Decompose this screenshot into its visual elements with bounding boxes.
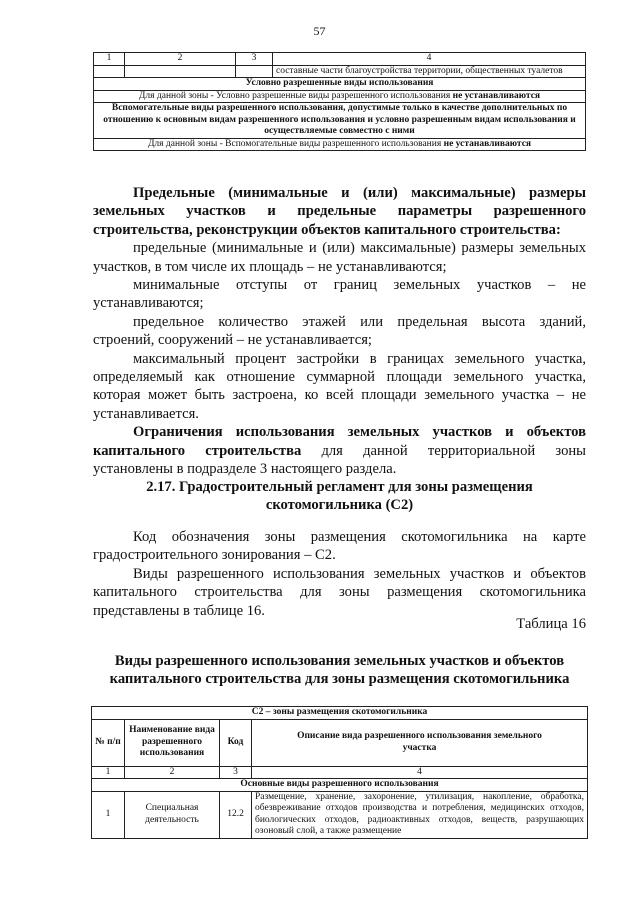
- table-row: [94, 90, 586, 103]
- section-para-1: Код обозначения зоны размещения скотомогильника на карте градостроительного зонирования – С2.: [93, 529, 586, 564]
- top-table: [93, 52, 586, 151]
- continuation-text: составные части благоустройства территории, общественных туалетов: [273, 65, 586, 78]
- table-row: [92, 766, 588, 779]
- table-row: [92, 791, 588, 838]
- section-title: 2.17. Градостроительный регламент для зоны размещения скотомогильника (С2): [146, 479, 533, 514]
- header-code: Код: [220, 719, 252, 766]
- header-desc: Описание вида разрешенного использования земельного участка: [252, 719, 588, 766]
- table-row: [94, 53, 586, 66]
- col-number-3: 3: [220, 766, 252, 779]
- table-row: [94, 103, 586, 139]
- auxiliary-note: Для данной зоны - Вспомогательные виды разрешенного использования не устанавливаются: [94, 138, 586, 151]
- section-para-2: Виды разрешенного использования земельных участков и объектов капитального строительства для зоны размещения скотомогильника представлены в таблице 16.: [93, 565, 586, 619]
- page-number: 57: [313, 24, 326, 38]
- col-number-3: 3: [236, 53, 273, 66]
- header-num: № п/п: [92, 719, 125, 766]
- conditional-note: Для данной зоны - Условно разрешенные виды разрешенного использования не устанавливаются: [94, 90, 586, 103]
- zone-table: [91, 706, 588, 839]
- col-number-4: 4: [273, 53, 586, 66]
- table-header-row: [92, 719, 588, 766]
- zone-header: С2 – зоны размещения скотомогильника: [92, 707, 588, 720]
- table-row: [94, 78, 586, 91]
- header-name: Наименование вида разрешенного использования: [125, 719, 220, 766]
- limits-item-1: предельные (минимальные и (или) максимальные) размеры земельных участков, в том числе их площадь – не устанавливаются;: [93, 240, 586, 275]
- table-title: Виды разрешенного использования земельных участков и объектов капитального строительства для зоны размещения скотомогильника: [109, 653, 570, 688]
- restrictions-paragraph: Ограничения использования земельных участков и объектов капитального строительства для данной территориальной зоны установлены в подразделе 3 настоящего раздела.: [93, 424, 586, 478]
- row-num: 1: [92, 791, 125, 838]
- table-row: [92, 707, 588, 720]
- conditional-header: Условно разрешенные виды использования: [94, 78, 586, 91]
- limits-item-3: предельное количество этажей или предельная высота зданий, строений, сооружений – не устанавливается;: [93, 313, 586, 349]
- limits-item-4: максимальный процент застройки в границах земельного участка, определяемый как отношение суммарной площади земельного участка, которая может быть застроена, ко всей площади земельного участка – не устанавливается.: [93, 350, 586, 422]
- auxiliary-header: Вспомогательные виды разрешенного использования, допустимые только в качестве дополнительных по отношению к основным видам разрешенного использования и условно разрешенным видам использования и осуществляемые совместно с ними: [94, 103, 586, 139]
- main-uses-header: Основные виды разрешенного использования: [92, 779, 588, 792]
- col-number-4: 4: [252, 766, 588, 779]
- section-body: [93, 528, 586, 620]
- col-number-1: 1: [92, 766, 125, 779]
- limits-heading: Предельные (минимальные и (или) максимальные) размеры земельных участков и предельные параметры разрешенного строительства, реконструкции объектов капитального строительства:: [93, 185, 586, 238]
- table-row: [94, 138, 586, 151]
- limits-item-2: минимальные отступы от границ земельных участков – не устанавливаются;: [93, 277, 586, 312]
- table-row: [92, 779, 588, 792]
- col-number-2: 2: [125, 766, 220, 779]
- col-number-1: 1: [94, 53, 125, 66]
- col-number-2: 2: [125, 53, 236, 66]
- table-label: Таблица 16: [516, 616, 586, 632]
- row-code: 12.2: [220, 791, 252, 838]
- table-row: [94, 65, 586, 78]
- row-name: Специальная деятельность: [125, 791, 220, 838]
- row-desc: Размещение, хранение, захоронение, утилизация, накопление, обработка, обезвреживание отходов производства и потребления, медицинских отходов, биологических отходов, радиоактивных отходов, веществ, разрушающих озоновый слой, а также размещение: [252, 791, 588, 838]
- limits-section: [93, 184, 586, 479]
